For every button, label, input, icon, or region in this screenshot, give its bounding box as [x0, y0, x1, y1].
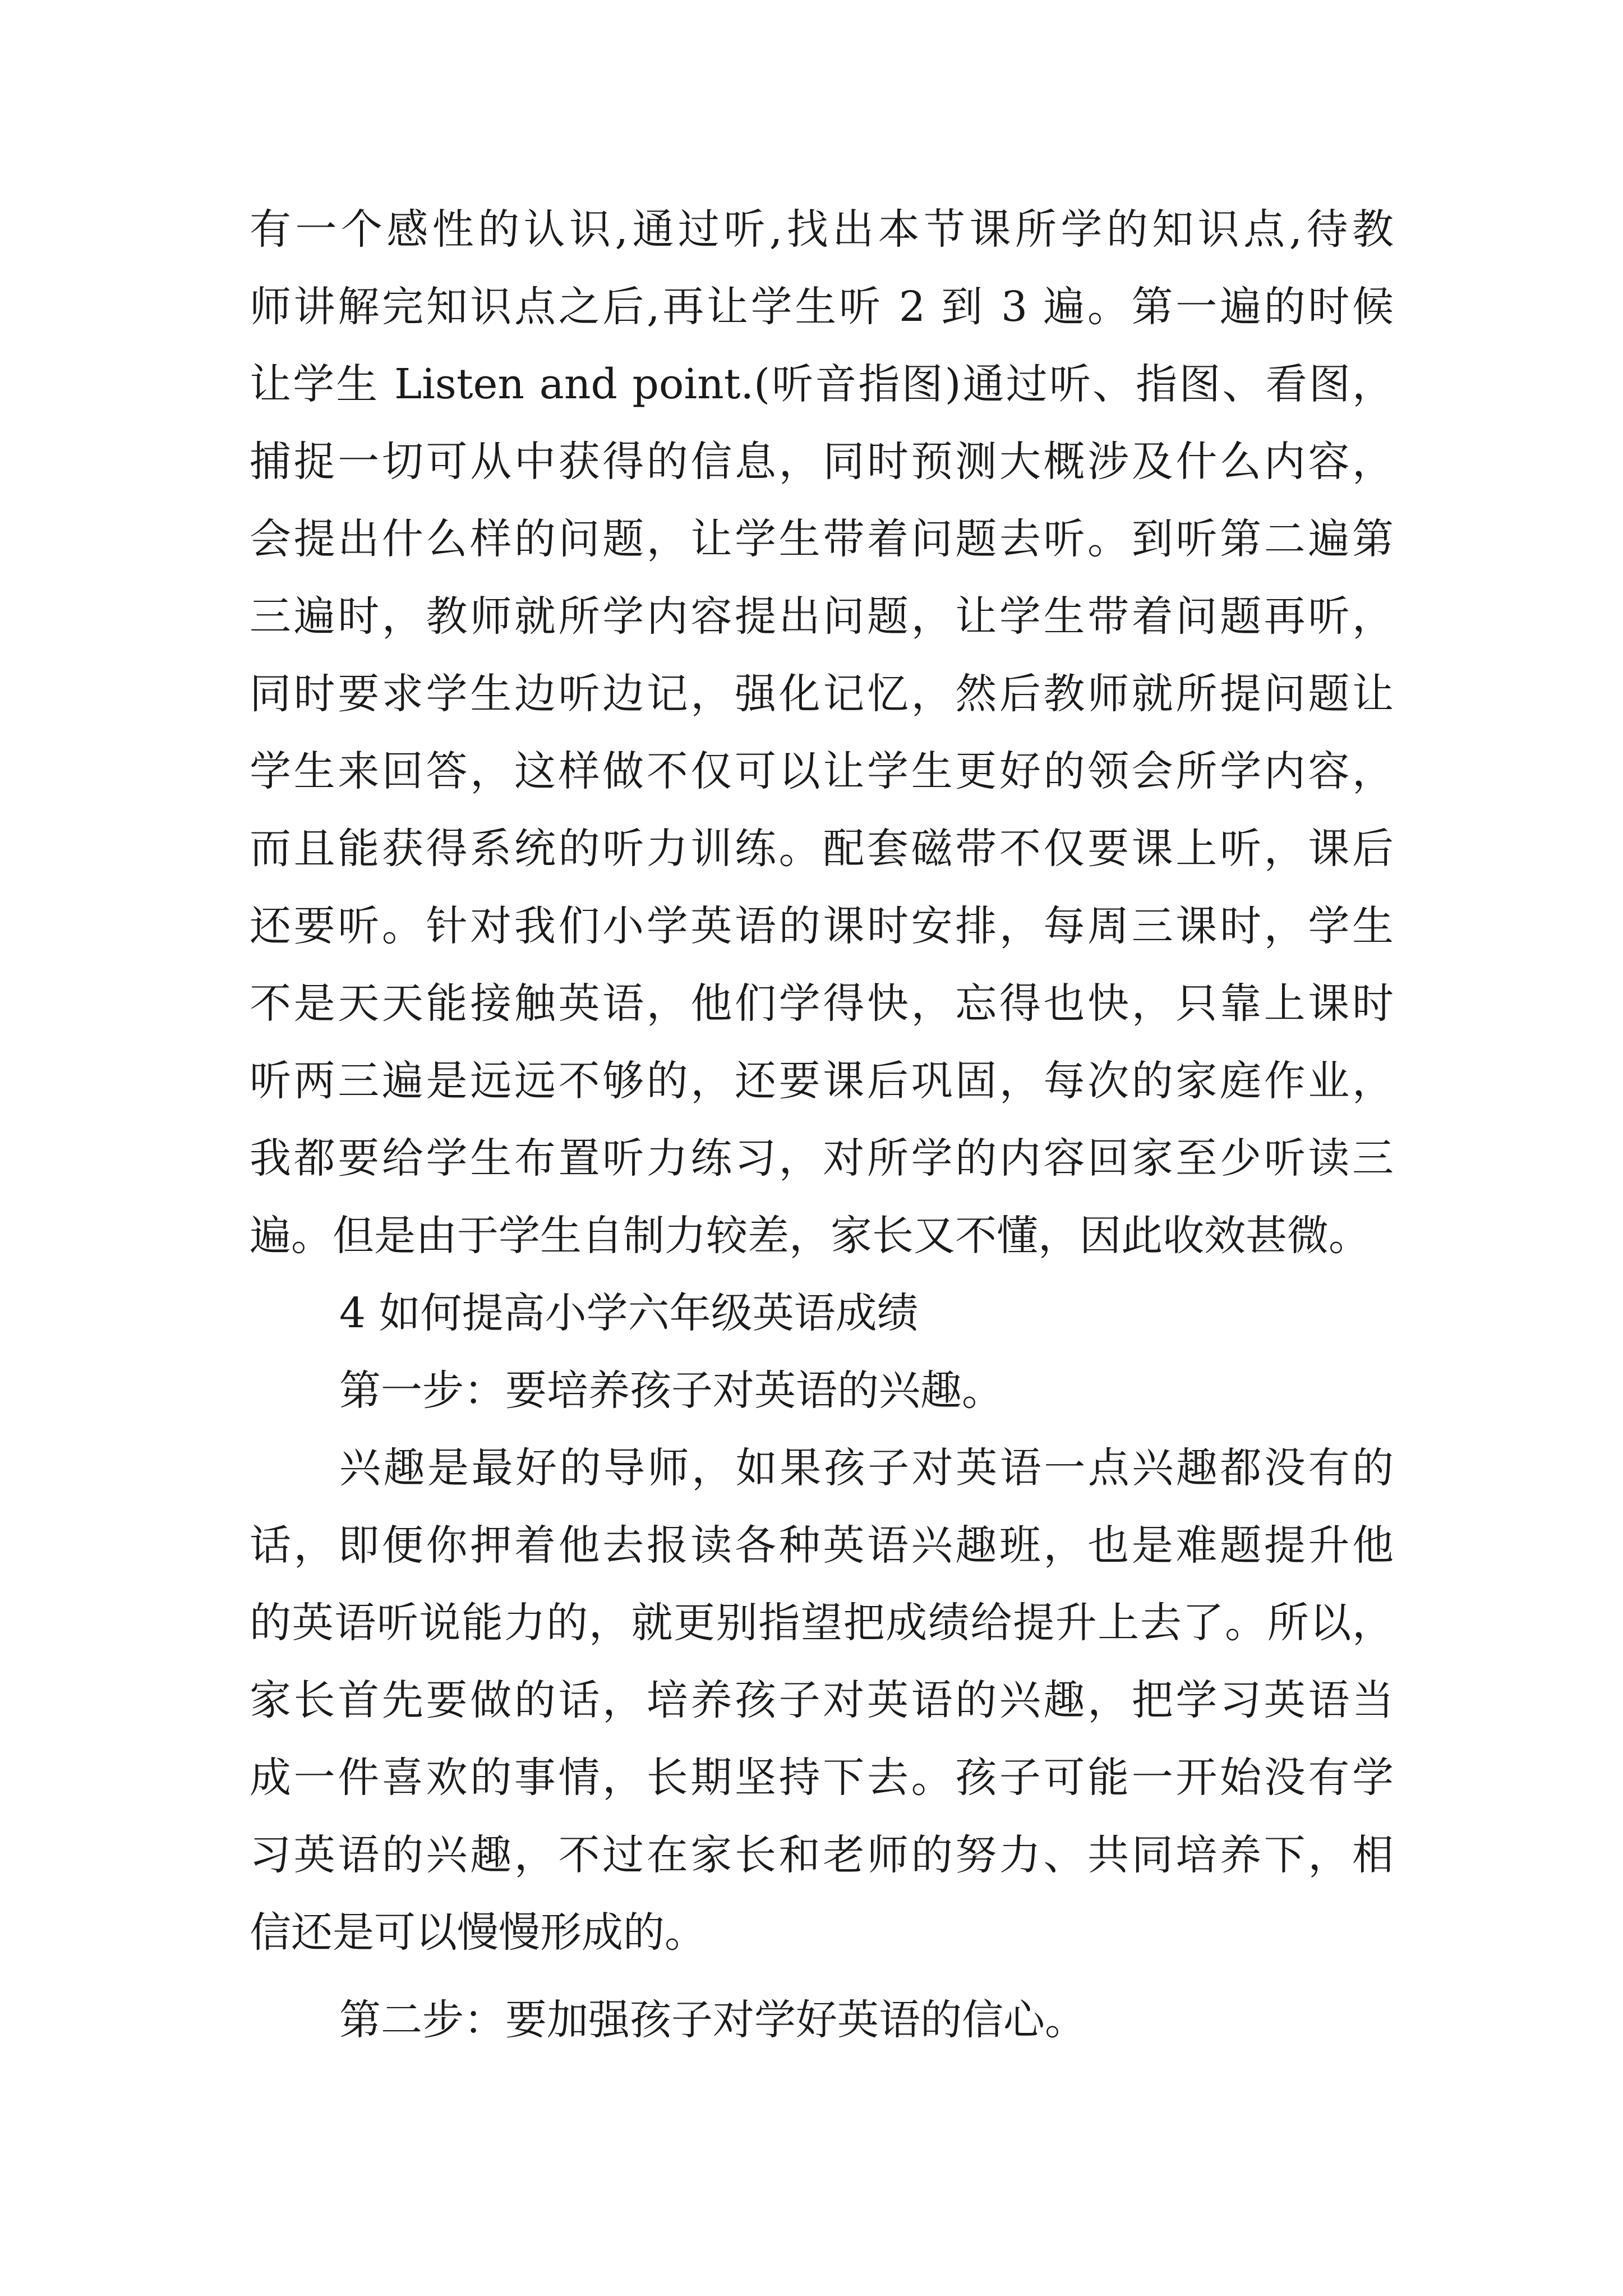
text-line: 有一个感性的认识,通过听,找出本节课所学的知识点,待教	[250, 205, 1394, 254]
text-line: 的英语听说能力的，就更别指望把成绩给提升上去了。所以，	[250, 1599, 1394, 1647]
step-title: 第一步：要培养孩子对英语的兴趣。	[339, 1366, 1003, 1415]
text-line: 家长首先要做的话，培养孩子对英语的兴趣，把学习英语当	[250, 1676, 1394, 1724]
text-line: 习英语的兴趣，不过在家长和老师的努力、共同培养下，相	[250, 1831, 1394, 1879]
text-line: 还要听。针对我们小学英语的课时安排，每周三课时，学生	[250, 902, 1394, 950]
text-line: 会提出什么样的问题，让学生带着问题去听。到听第二遍第	[250, 515, 1394, 563]
text-line: 师讲解完知识点之后,再让学生听 2 到 3 遍。第一遍的时候	[250, 283, 1394, 331]
text-line: 兴趣是最好的导师，如果孩子对英语一点兴趣都没有的	[339, 1444, 1394, 1492]
text-line: 信还是可以慢慢形成的。	[250, 1908, 706, 1957]
text-line: 我都要给学生布置听力练习，对所学的内容回家至少听读三	[250, 1134, 1394, 1182]
text-line: 遍。但是由于学生自制力较差，家长又不懂，因此收效甚微。	[250, 1212, 1370, 1260]
text-line: 不是天天能接触英语，他们学得快，忘得也快，只靠上课时	[250, 979, 1394, 1028]
text-line: 成一件喜欢的事情，长期坚持下去。孩子可能一开始没有学	[250, 1754, 1394, 1802]
text-line: 而且能获得系统的听力训练。配套磁带不仅要课上听，课后	[250, 825, 1394, 873]
section-heading: 4 如何提高小学六年级英语成绩	[339, 1289, 919, 1337]
text-line: 同时要求学生边听边记，强化记忆，然后教师就所提问题让	[250, 670, 1394, 718]
text-line: 话，即便你押着他去报读各种英语兴趣班，也是难题提升他	[250, 1521, 1394, 1570]
document-body	[250, 191, 1394, 2059]
text-line: 三遍时，教师就所学内容提出问题，让学生带着问题再听，	[250, 592, 1394, 641]
text-line: 听两三遍是远远不够的，还要课后巩固，每次的家庭作业，	[250, 1057, 1394, 1105]
text-line: 学生来回答，这样做不仅可以让学生更好的领会所学内容，	[250, 747, 1394, 795]
text-line: 让学生 Listen and point.(听音指图)通过听、指图、看图，	[250, 360, 1394, 408]
step-title: 第二步：要加强孩子对学好英语的信心。	[339, 1996, 1086, 2044]
text-line: 捕捉一切可从中获得的信息，同时预测大概涉及什么内容，	[250, 438, 1394, 486]
